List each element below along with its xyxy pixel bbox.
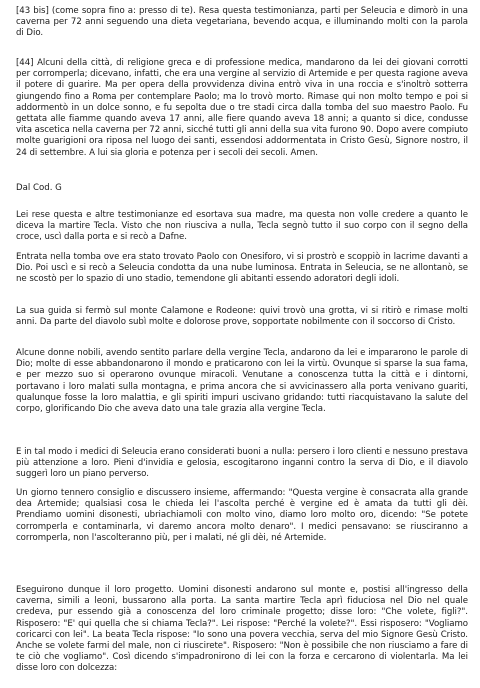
paragraph-council: Un giorno tennero consiglio e discussero insieme, affermando: "Questa vergine è consacrata alla grande dea Artemide; qualsiasi cosa le chieda lei l'ascolta perché è vergine ed è amata da tutti gli dèi. Prendiamo uomini disonesti, ubriachiamoli con molto vino, diamo loro molto oro, dicendo: "Se potete corromperla e contaminarla, vi daremo ancora molto denaro". I medici pensavano: se riusciranno a corromperla, non l'ascolteranno più, per i malati, né gli dèi, né Artemide. — [16, 488, 468, 543]
section-heading: Dal Cod. G — [16, 183, 62, 193]
paragraph-43bis: [43 bis] (come sopra fino a: presso di te). Resa questa testimonianza, parti per Seleucia e dimorò in una caverna per 72 anni seguendo una dieta vegetariana, bevendo acqua, e illuminando molti con la parola di Dio. — [16, 6, 468, 39]
paragraph-mountain: La sua guida si fermò sul monte Calamone e Rodeone: quivi trovò una grotta, vi si ritirò e rimase molti anni. Da parte del diavolo subì molte e dolorose prove, sopportate nobilmente con il soccorso di Cristo. — [16, 306, 468, 328]
paragraph-testimony: Lei rese questa e altre testimonianze ed esortava sua madre, ma questa non volle credere a quanto le diceva la martire Tecla. Visto che non riusciva a nulla, Tecla segnò tutto il suo corpo con il segno della croce, uscì dalla porta e si recò a Dafne. — [16, 210, 468, 243]
paragraph-physicians: E in tal modo i medici di Seleucia erano considerati buoni a nulla: persero i loro clienti e nessuno prestava più attenzione a loro. Pieni d'invidia e gelosia, escogitarono inganni contro la serva di Dio, e il diavolo suggerì loro un piano perverso. — [16, 447, 468, 480]
paragraph-tomb: Entrata nella tomba ove era stato trovato Paolo con Onesiforo, vi si prostrò e scoppiò in lacrime davanti a Dio. Poi uscì e si recò a Seleucia condotta da una nube luminosa. Entrata in Seleucia, se ne allontanò, se ne scostò per lo spazio di uno stadio, temendone gli abitanti essendo adoratori degli idoli. — [16, 252, 468, 285]
paragraph-44: [44] Alcuni della città, di religione greca e di professione medica, mandarono da lei dei giovani corrotti per corromperla; dicevano, infatti, che era una vergine al servizio di Artemide e per questa ragione aveva il potere di guarire. Ma per opera della provvidenza divina entrò viva in una roccia e s'inoltrò sotterra giungendo fino a Roma per contemplare Paolo; ma lo trovò morto. Rimase qui non molto tempo e poi si addormentò in un dolce sonno, e fu sepolta due o tre stadi circa dalla tomba del suo maestro Paolo. Fu gettata alle fiamme quando aveva 17 anni, alle fiere quando aveva 18 anni; a quanto si dice, condusse vita ascetica nella caverna per 72 anni, sicché tutti gli anni della sua vita furono 90. Dopo avere compiuto molte guarigioni ora riposa nel luogo dei santi, essendosi addormentata in Cristo Gesù, Signore nostro, il 24 di settembre. A lui sia gloria e potenza per i secoli dei secoli. Amen. — [16, 58, 468, 158]
paragraph-noble-women: Alcune donne nobili, avendo sentito parlare della vergine Tecla, andarono da lei e impararono le parole di Dio; molte di esse abbandonarono il mondo e praticarono con lei la virtù. Ovunque si sparse la sua fama, e per mezzo suo si operarono ovunque miracoli. Venutane a conoscenza tutta la città e i dintorni, portavano i loro malati sulla montagna, e prima ancora che si avvicinassero alla porta venivano guariti, qualunque fosse la loro malattia, e gli spiriti impuri uscivano gridando: tutti riacquistavano la salute del corpo, glorificando Dio che aveva dato una tale grazia alla vergine Tecla. — [16, 348, 468, 415]
paragraph-execution: Eseguirono dunque il loro progetto. Uomini disonesti andarono sul monte e, postisi all'ingresso della caverna, simili a leoni, bussarono alla porta. La santa martire Tecla aprì fiduciosa nel Dio nel quale credeva, pur essendo già a conoscenza del loro criminale progetto; disse loro: "Che volete, figli?". Risposero: "E' qui quella che si chiama Tecla?". Lei rispose: "Perché la volete?". Essi risposero: "Vogliamo coricarci con lei". La beata Tecla rispose: "Io sono una povera vecchia, serva del mio Signore Gesù Cristo. Anche se volete farmi del male, non ci riuscirete". Risposero: "Non è possibile che non riusciamo a fare di te ciò che vogliamo". Così dicendo s'impadronirono di lei con la forza e cercarono di violentarla. Ma lei disse loro con dolcezza: — [16, 585, 468, 674]
